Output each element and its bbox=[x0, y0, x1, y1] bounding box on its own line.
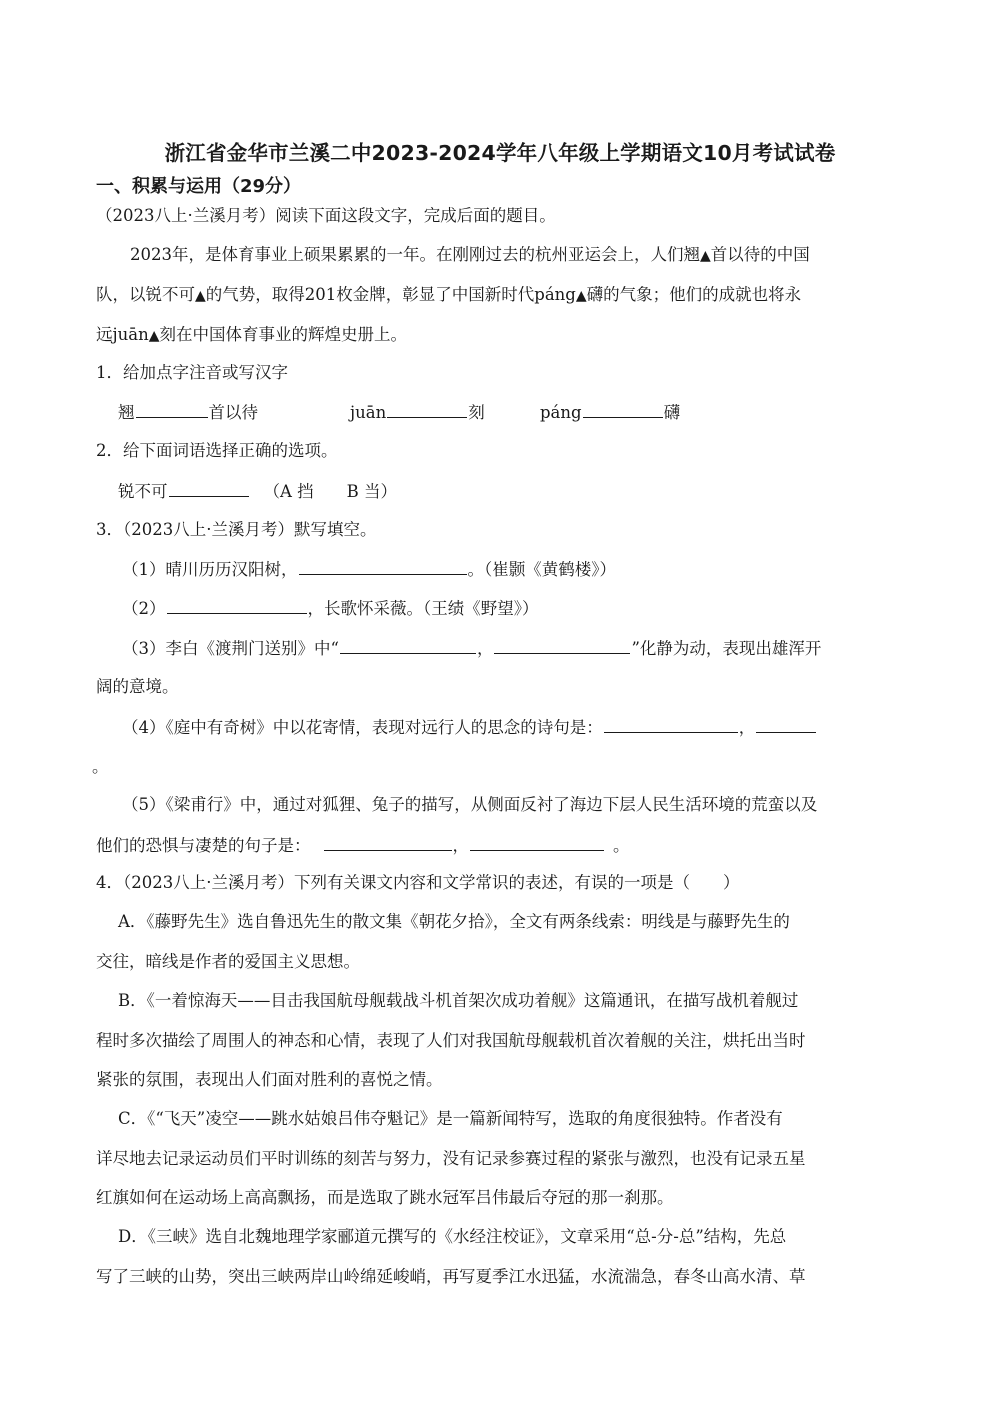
option-b-line-3: 紧张的氛围，表现出人们面对胜利的喜悦之情。 bbox=[96, 1070, 443, 1089]
passage-line-2 bbox=[96, 284, 801, 307]
passage-text: 远juān bbox=[96, 325, 149, 344]
option-d-line-2: 写了三峡的山势，突出三峡两岸山岭绵延峻峭，再写夏季江水迅猛，水流湍急，春冬山高水清、草 bbox=[96, 1267, 806, 1286]
q1-text: juān bbox=[350, 403, 387, 422]
q3-text: （2） bbox=[122, 599, 166, 618]
passage-text: 首以待的中国 bbox=[710, 245, 810, 264]
answer-blank[interactable] bbox=[169, 480, 249, 497]
q3-text: ，长歌怀采薇。（王绩《野望》） bbox=[307, 599, 539, 618]
question-3-part-2 bbox=[122, 597, 539, 620]
section-heading: 一、积累与运用（29分） bbox=[96, 176, 302, 197]
question-4-stem: 4．（2023八上·兰溪月考）下列有关课文内容和文学常识的表述，有误的一项是（ ） bbox=[96, 873, 740, 892]
answer-blank[interactable] bbox=[299, 558, 467, 575]
option-b-line-1: B．《一着惊海天——目击我国航母舰载战斗机首架次成功着舰》这篇通讯，在描写战机着舰过 bbox=[118, 991, 799, 1010]
question-3-part-1 bbox=[122, 558, 616, 581]
q1-text: 翘 bbox=[118, 403, 135, 422]
question-3-part-4-cont: 。 bbox=[92, 757, 109, 776]
option-c-line-2: 详尽地去记录运动员们平时训练的刻苦与努力，没有记录参赛过程的紧张与激烈，也没有记录五星 bbox=[96, 1149, 806, 1168]
question-3-part-3-cont: 阔的意境。 bbox=[96, 677, 179, 696]
answer-blank[interactable] bbox=[136, 401, 208, 418]
q1-text: 首以待 bbox=[208, 403, 258, 422]
q3-text: 。（崔颢《黄鹤楼》） bbox=[467, 560, 616, 579]
answer-blank[interactable] bbox=[604, 716, 738, 733]
option-c-line-1: C．《“飞天”凌空——跳水姑娘吕伟夺魁记》是一篇新闻特写，选取的角度很独特。作者没有 bbox=[118, 1109, 783, 1128]
passage-text: 2023年，是体育事业上硕果累累的一年。在刚刚过去的杭州亚运会上，人们翘 bbox=[130, 245, 700, 264]
option-b-line-2: 程时多次描绘了周围人的神态和心情，表现了人们对我国航母舰载机首次着舰的关注，烘托出当时 bbox=[96, 1031, 806, 1050]
passage-line-3 bbox=[96, 324, 407, 347]
answer-blank[interactable] bbox=[387, 401, 467, 418]
question-3-part-5: （5）《梁甫行》中，通过对狐狸、兔子的描写，从侧面反衬了海边下层人民生活环境的荒蛮以及 bbox=[122, 795, 818, 814]
question-1-stem: 1．给加点字注音或写汉字 bbox=[96, 363, 288, 382]
q1-text: 礴 bbox=[663, 403, 681, 422]
q3-text: （4）《庭中有奇树》中以花寄情，表现对远行人的思念的诗句是： bbox=[122, 718, 603, 737]
question-3-part-5-cont bbox=[96, 834, 630, 857]
triangle-icon: ▲ bbox=[148, 328, 160, 344]
question-2-stem: 2．给下面词语选择正确的选项。 bbox=[96, 441, 338, 460]
answer-blank[interactable] bbox=[756, 716, 816, 733]
q3-text: 他们的恐惧与凄楚的句子是： bbox=[96, 836, 311, 855]
option-d-line-1: D．《三峡》选自北魏地理学家郦道元撰写的《水经注校证》，文章采用“总-分-总”结构，先总 bbox=[118, 1227, 787, 1246]
question-1-item-c bbox=[540, 401, 680, 424]
answer-blank[interactable] bbox=[324, 834, 452, 851]
option-a-line-1: A．《藤野先生》选自鲁迅先生的散文集《朝花夕拾》，全文有两条线索：明线是与藤野先生的 bbox=[118, 912, 790, 931]
intro-line: （2023八上·兰溪月考）阅读下面这段文字，完成后面的题目。 bbox=[96, 206, 556, 225]
q2-options: （A 挡 B 当） bbox=[263, 482, 398, 501]
q1-text: páng bbox=[540, 403, 582, 422]
q3-text: （3）李白《渡荆门送别》中“ bbox=[122, 639, 339, 658]
question-1-item-b bbox=[350, 401, 485, 424]
q3-text: ”化静为动，表现出雄浑开 bbox=[631, 639, 822, 658]
option-a-line-2: 交往，暗线是作者的爱国主义思想。 bbox=[96, 952, 360, 971]
answer-blank[interactable] bbox=[494, 637, 630, 654]
option-c-line-3: 红旗如何在运动场上高高飘扬，而是选取了跳水冠军吕伟最后夺冠的那一刹那。 bbox=[96, 1188, 674, 1207]
triangle-icon: ▲ bbox=[700, 248, 711, 264]
q3-text: ， bbox=[452, 836, 469, 855]
q3-text: ， bbox=[476, 639, 494, 658]
answer-blank[interactable] bbox=[470, 834, 604, 851]
q3-text: 。 bbox=[613, 836, 630, 855]
triangle-icon: ▲ bbox=[575, 288, 587, 304]
question-1-item-a bbox=[118, 401, 258, 424]
q2-word: 锐不可 bbox=[118, 482, 168, 501]
page-title: 浙江省金华市兰溪二中2023-2024学年八年级上学期语文10月考试试卷 bbox=[164, 141, 836, 165]
triangle-icon: ▲ bbox=[195, 288, 206, 304]
passage-line-1 bbox=[130, 244, 810, 267]
question-3-part-4 bbox=[122, 716, 817, 739]
answer-blank[interactable] bbox=[583, 401, 663, 418]
answer-blank[interactable] bbox=[340, 637, 476, 654]
question-2-item bbox=[118, 480, 397, 503]
answer-blank[interactable] bbox=[167, 597, 307, 614]
q1-text: 刻 bbox=[468, 403, 485, 422]
question-3-part-3 bbox=[122, 637, 821, 660]
q3-text: （1）晴川历历汉阳树， bbox=[122, 560, 298, 579]
q3-text: ， bbox=[738, 718, 756, 737]
passage-text: 刻在中国体育事业的辉煌史册上。 bbox=[159, 325, 407, 344]
passage-text: 队，以锐不可 bbox=[96, 285, 195, 304]
question-3-stem: 3．（2023八上·兰溪月考）默写填空。 bbox=[96, 520, 377, 539]
passage-text: 的气势，取得201枚金牌，彰显了中国新时代páng bbox=[205, 285, 576, 304]
passage-text: 礴的气象；他们的成就也将永 bbox=[586, 285, 802, 304]
